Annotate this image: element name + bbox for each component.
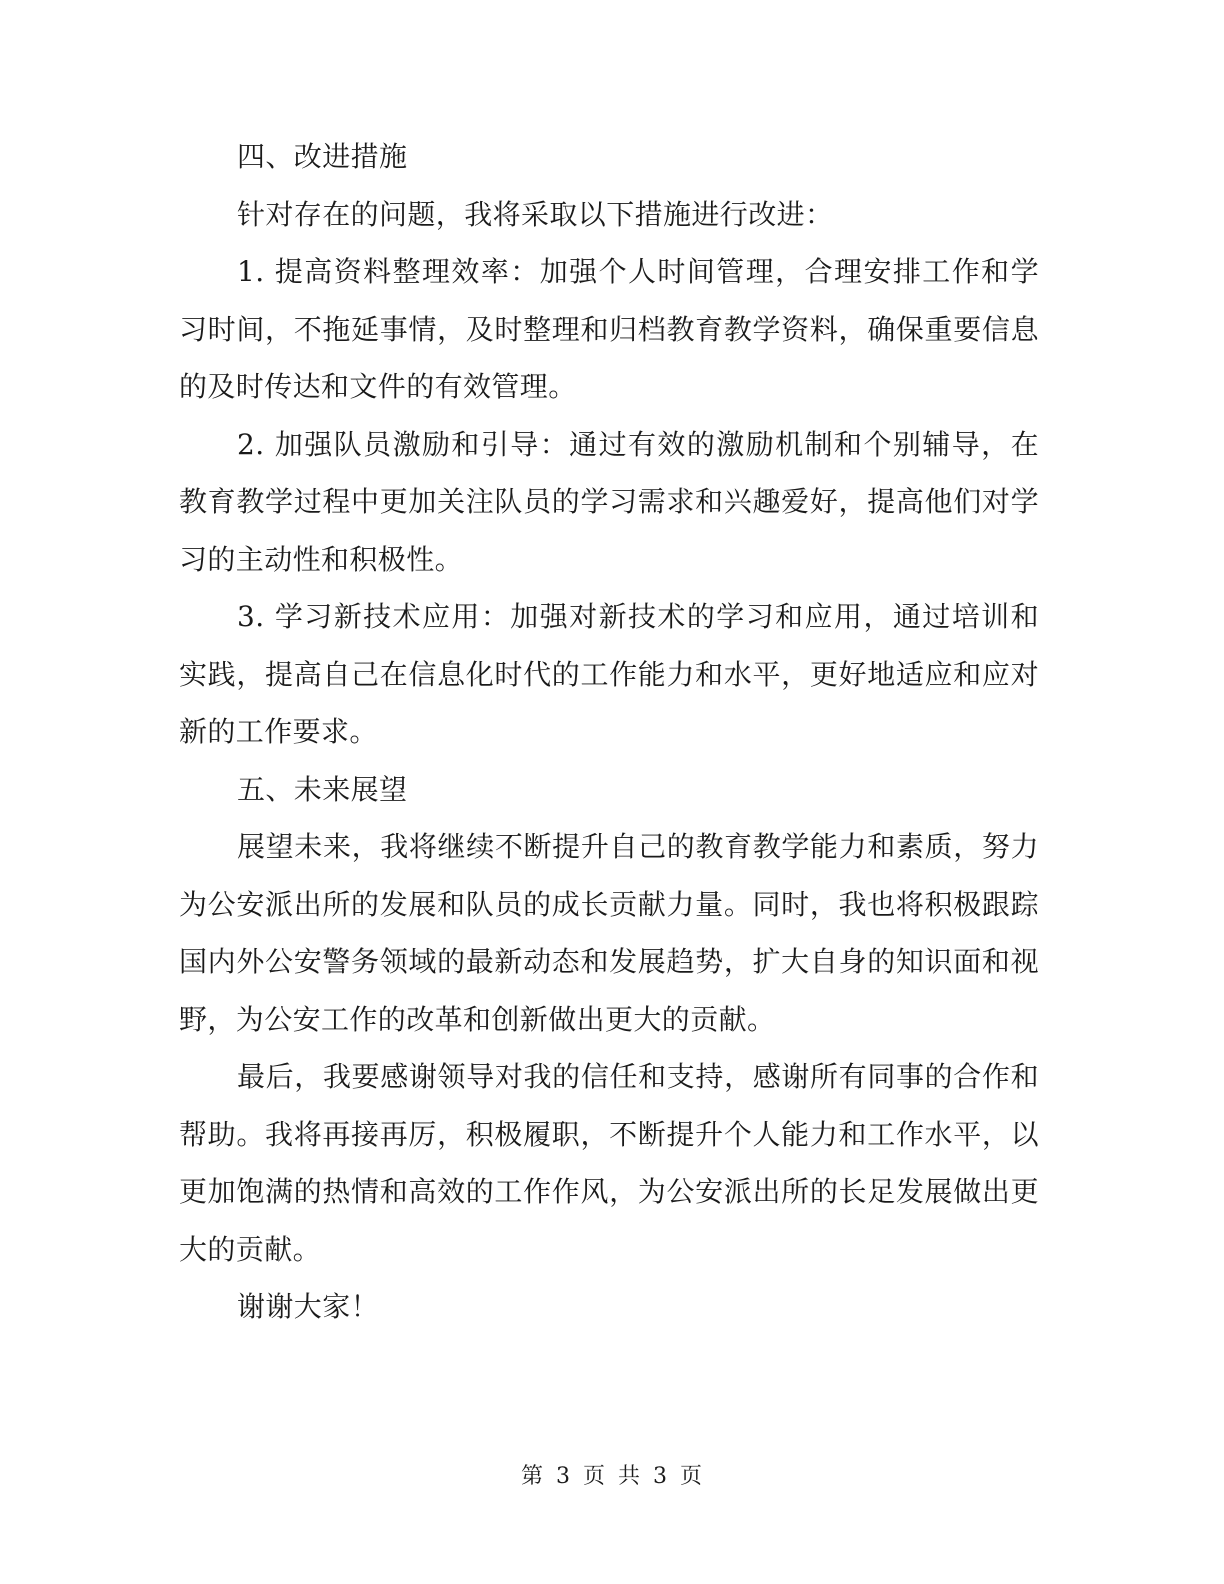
section-heading-improvements: 四、改进措施	[237, 140, 408, 173]
paragraph-measure-1: 1. 提高资料整理效率：加强个人时间管理，合理安排工作和学习时间，不拖延事情，及时整理和归档教育教学资料，确保重要信息的及时传达和文件的有效管理。	[179, 255, 1039, 403]
footer-label-page-end: 页	[680, 1464, 704, 1489]
paragraph-thanks: 最后，我要感谢领导对我的信任和支持，感谢所有同事的合作和帮助。我将再接再厉，积极履职，不断提升个人能力和工作水平，以更加饱满的热情和高效的工作作风，为公安派出所的长足发展做出更大的贡献。	[179, 1060, 1039, 1266]
paragraph-closing: 谢谢大家！	[237, 1290, 380, 1323]
footer-label-prefix: 第	[520, 1464, 544, 1489]
section-heading-outlook: 五、未来展望	[237, 772, 408, 806]
footer-current-page: 3	[555, 1464, 571, 1489]
footer-total-pages: 3	[653, 1464, 669, 1489]
paragraph-intro: 针对存在的问题，我将采取以下措施进行改进：	[237, 197, 834, 231]
footer-label-total: 共	[618, 1464, 642, 1489]
paragraph-measure-2: 2. 加强队员激励和引导：通过有效的激励机制和个别辅导，在教育教学过程中更加关注队员的学习需求和兴趣爱好，提高他们对学习的主动性和积极性。	[179, 427, 1039, 576]
paragraph-measure-3: 3. 学习新技术应用：加强对新技术的学习和应用，通过培训和实践，提高自己在信息化时代的工作能力和水平，更好地适应和应对新的工作要求。	[179, 600, 1039, 748]
document-body	[179, 128, 1039, 1336]
page-footer	[0, 1462, 1224, 1492]
paragraph-outlook: 展望未来，我将继续不断提升自己的教育教学能力和素质，努力为公安派出所的发展和队员的成长贡献力量。同时，我也将积极跟踪国内外公安警务领域的最新动态和发展趋势，扩大自身的知识面和视野，为公安工作的改革和创新做出更大的贡献。	[179, 830, 1039, 1036]
footer-label-page: 页	[582, 1464, 606, 1489]
